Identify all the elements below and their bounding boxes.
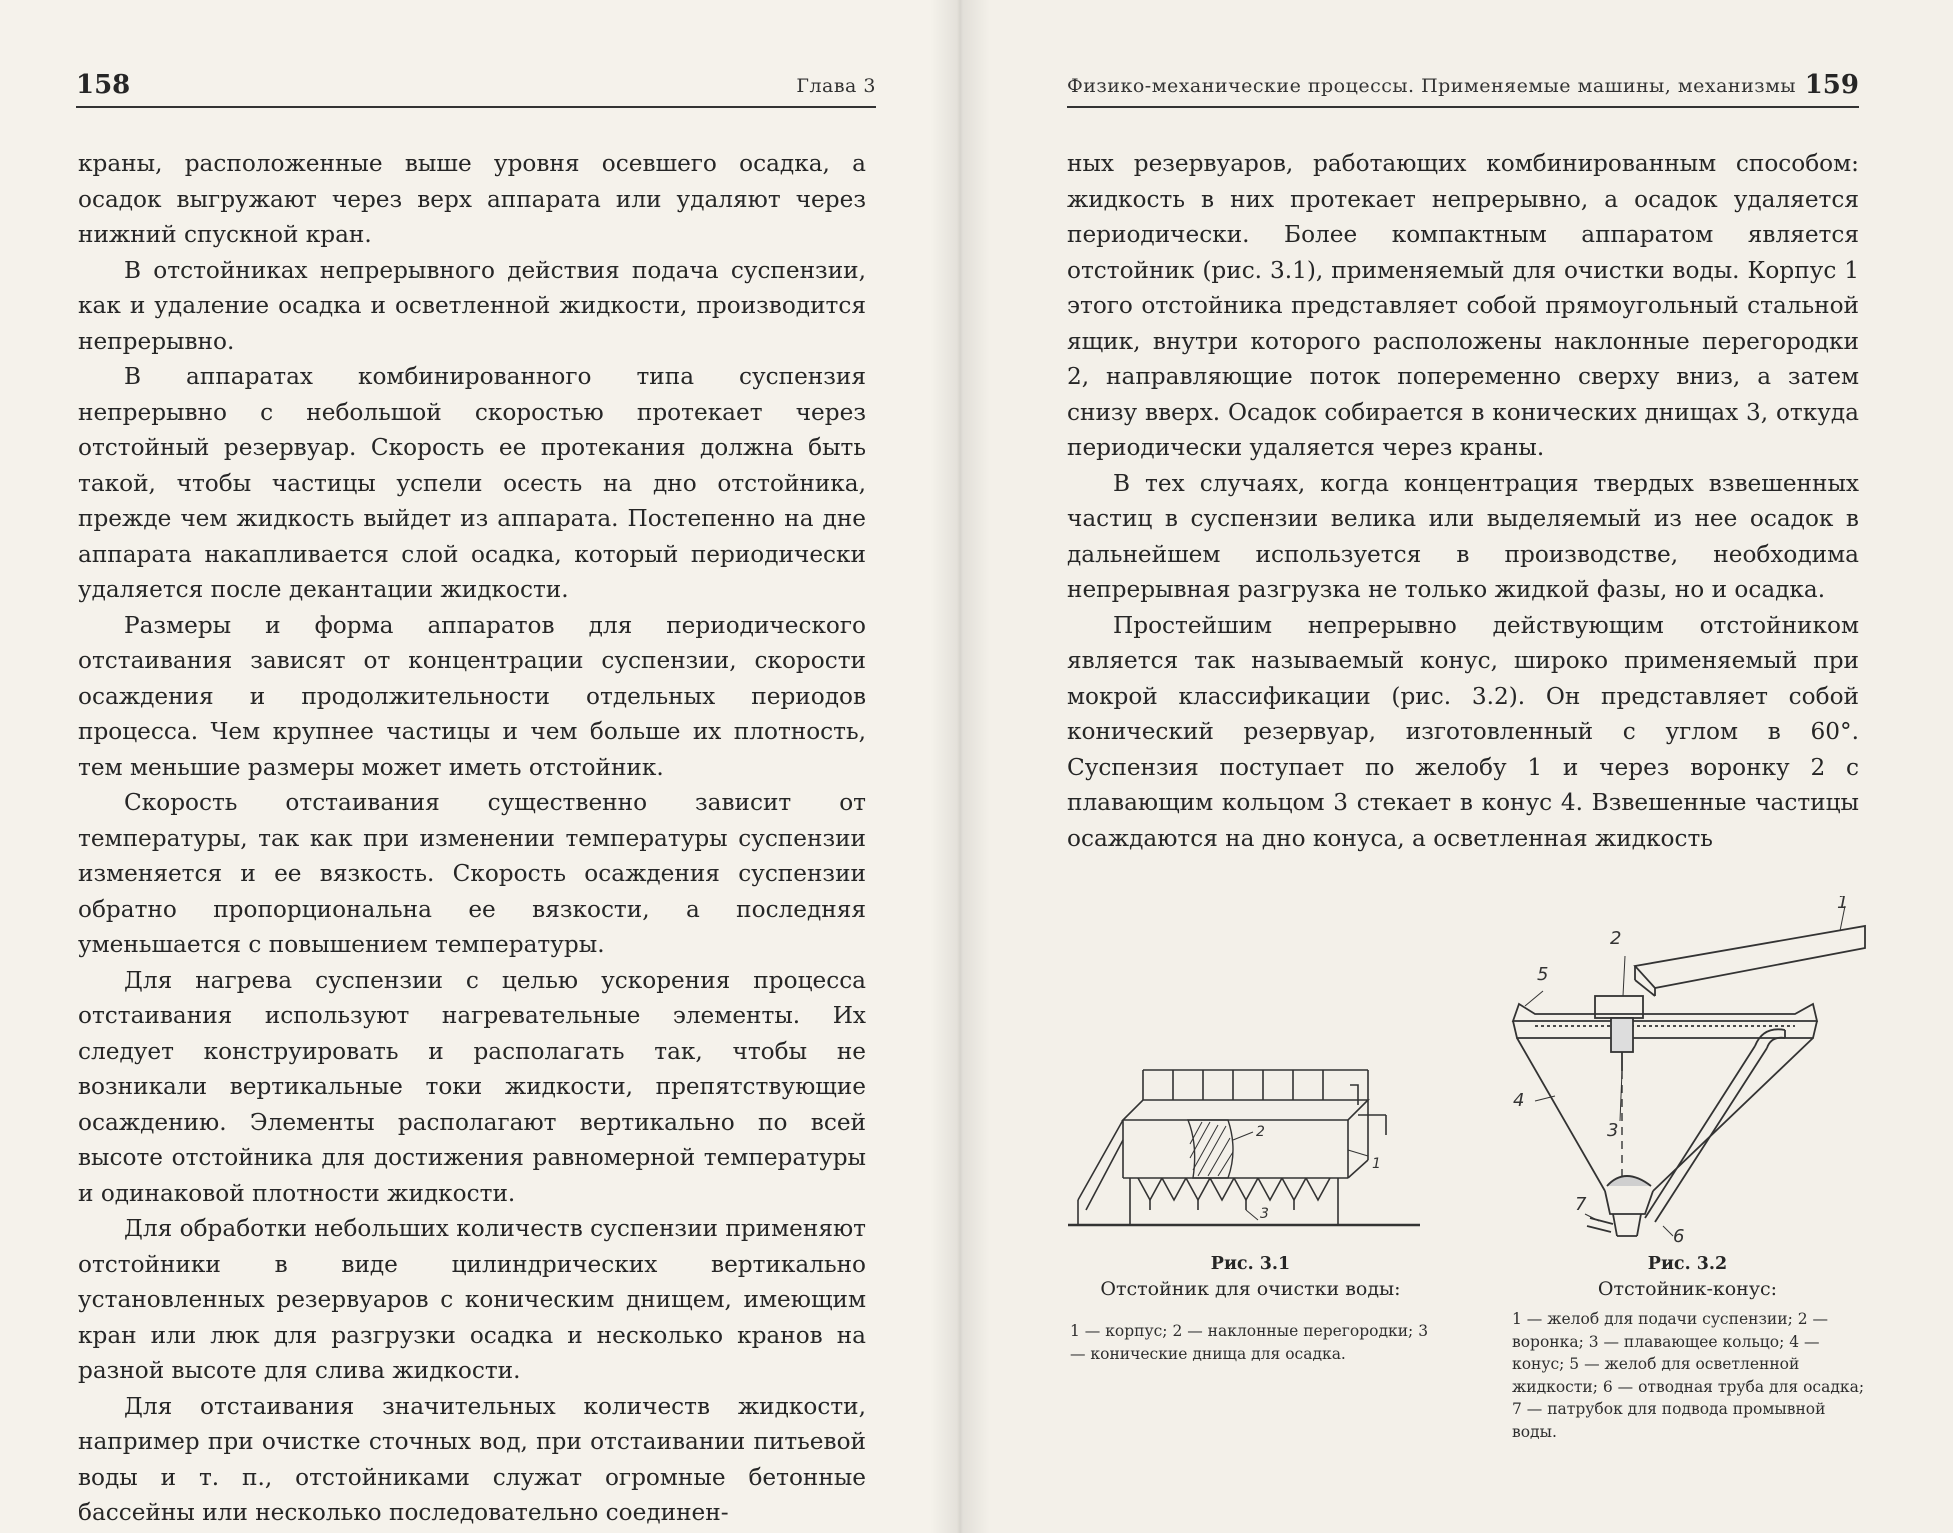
paragraph: ных резервуаров, работающих комбинированным способом: жидкость в них протекает непрерывно, а осадок удаляется периодически. Более компактным аппаратом является отстойник (рис. 3.1), применяемый для очистки воды. Корпус 1 этого отстойника представляет собой прямоугольный стальной ящик, внутри которого расположены наклонные перегородки 2, направляющие поток попеременно сверху вниз, а затем снизу вверх. Осадок собирается в конических днищах 3, откуда периодически удаляется через краны.: [1067, 150, 1859, 461]
figure-3-1-caption: [1058, 1252, 1443, 1302]
left-running-head: Глава 3: [796, 75, 876, 97]
paragraph: Скорость отстаивания существенно зависит от температуры, так как при изменении температуры суспензии изменяется и ее вязкость. Скорость осаждения суспензии обратно пропорциональна ее вязкости, а последняя уменьшается с повышением температуры.: [78, 789, 866, 958]
fig2-label-2: 2: [1610, 928, 1622, 949]
right-page-body: [1067, 146, 1859, 856]
right-page-number: 159: [1804, 70, 1859, 100]
figure-3-1-legend: 1 — корпус; 2 — наклонные перегородки; 3 — конические днища для осадка.: [1070, 1322, 1429, 1363]
fig2-label-6: 6: [1673, 1226, 1685, 1247]
figure-number: Рис. 3.2: [1647, 1254, 1728, 1274]
left-page-number: 158: [76, 70, 131, 100]
fig1-label-1: 1: [1372, 1156, 1381, 1172]
paragraph: Простейшим непрерывно действующим отстойником является так называемый конус, широко применяемый при мокрой классификации (рис. 3.2). Он представляет собой конический резервуар, изготовленный с углом в 60°. Суспензия поступает по желобу 1 и через воронку 2 с плавающим кольцом 3 стекает в конус 4. Взвешенные частицы осаждаются на дно конуса, а осветленная жидкость: [1067, 611, 1859, 852]
cone-settler-figure: [1495, 896, 1870, 1248]
left-page-header: [76, 68, 876, 108]
fig2-label-1: 1: [1837, 896, 1849, 913]
left-page-body: [78, 146, 866, 1531]
settling-tank-figure: [1068, 1060, 1420, 1240]
paragraph: В тех случаях, когда концентрация твердых взвешенных частиц в суспензии велика или выделяемый из нее осадок в дальнейшем используется в производстве, необходима непрерывная разгрузка не только жидкой фазы, но и осадка.: [1067, 469, 1859, 603]
paragraph: Для обработки небольших количеств суспензии применяют отстойники в виде цилиндрических вертикально установленных резервуаров с коническим днищем, имеющим кран или люк для разгрузки осадка и несколько кранов на разной высоте для слива жидкости.: [78, 1215, 866, 1384]
right-running-head: Физико-механические процессы. Применяемые машины, механизмы: [1067, 75, 1797, 97]
fig2-label-4: 4: [1513, 1090, 1525, 1111]
paragraph: В аппаратах комбинированного типа суспензия непрерывно с небольшой скоростью протекает через отстойный резервуар. Скорость ее протекания должна быть такой, чтобы частицы успели осесть на дно отстойника, прежде чем жидкость выйдет из аппарата. Постепенно на дне аппарата накапливается слой осадка, который периодически удаляется после декантации жидкости.: [78, 363, 866, 603]
fig2-label-5: 5: [1537, 964, 1549, 985]
fig2-label-3: 3: [1607, 1120, 1619, 1141]
right-page-header: [1067, 68, 1859, 108]
fig2-label-7: 7: [1575, 1194, 1587, 1215]
fig1-label-2: 2: [1256, 1124, 1265, 1140]
paragraph: краны, расположенные выше уровня осевшего осадка, а осадок выгружают через верх аппарата или удаляют через нижний спускной кран.: [78, 150, 866, 248]
figure-title: Отстойник для очистки воды:: [1100, 1278, 1401, 1300]
figure-title: Отстойник-конус:: [1597, 1278, 1778, 1300]
paragraph: В отстойниках непрерывного действия подача суспензии, как и удаление осадка и осветленной жидкости, производится непрерывно.: [78, 256, 866, 355]
figure-3-2-caption: [1495, 1252, 1880, 1302]
paragraph: Для отстаивания значительных количеств жидкости, например при очистке сточных вод, при отстаивании питьевой воды и т. п., отстойниками служат огромные бетонные бассейны или несколько последовательно соединен-: [78, 1392, 866, 1526]
paragraph: Размеры и форма аппаратов для периодического отстаивания зависят от концентрации суспензии, скорости осаждения и продолжительности отдельных периодов процесса. Чем крупнее частицы и чем больше их плотность, тем меньшие размеры может иметь отстойник.: [78, 611, 866, 781]
figure-3-2-legend: 1 — желоб для подачи суспензии; 2 — воронка; 3 — плавающее кольцо; 4 — конус; 5 — желоб для осветленной жидкости; 6 — отводная труба для осадка; 7 — патрубок для подвода промывной воды.: [1512, 1310, 1865, 1441]
fig1-label-3: 3: [1260, 1206, 1269, 1222]
figure-number: Рис. 3.1: [1210, 1254, 1291, 1274]
paragraph: Для нагрева суспензии с целью ускорения процесса отстаивания используют нагревательные элементы. Их следует конструировать и располагать так, чтобы не возникали вертикальные токи жидкости, препятствующие осаждению. Элементы располагают вертикально по всей высоте отстойника для достижения равномерной температуры и одинаковой плотности жидкости.: [78, 966, 866, 1207]
